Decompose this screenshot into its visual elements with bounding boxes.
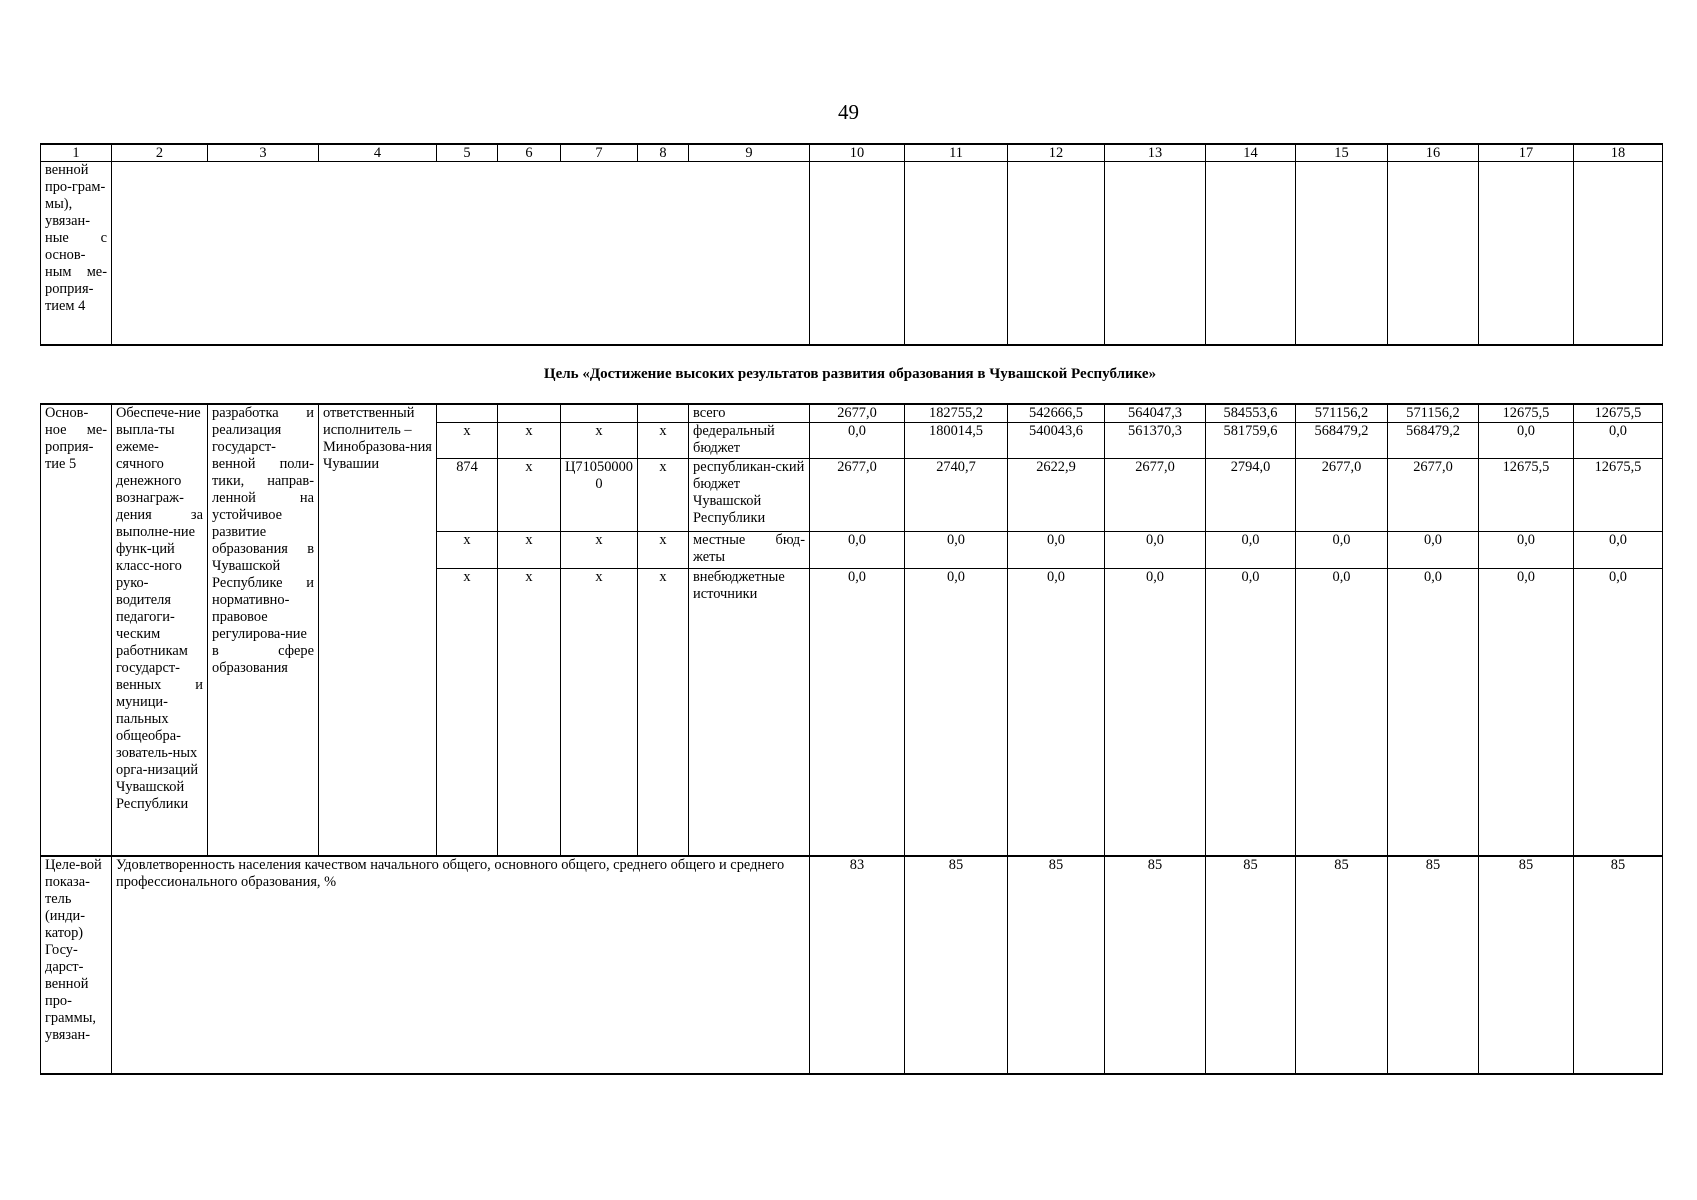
value-cell: 0,0 (1479, 569, 1574, 856)
empty-cell (1479, 162, 1574, 345)
code-cell: x (498, 569, 561, 856)
funding-source: всего (689, 404, 810, 423)
column-number: 18 (1574, 144, 1663, 162)
value-cell: 0,0 (810, 423, 905, 459)
indicator-value: 83 (810, 856, 905, 1074)
column-number: 1 (41, 144, 112, 162)
value-cell: 2622,9 (1008, 459, 1105, 532)
column-number: 6 (498, 144, 561, 162)
value-cell: 0,0 (1479, 423, 1574, 459)
value-cell: 2677,0 (810, 404, 905, 423)
code-cell: x (561, 532, 638, 569)
value-cell: 0,0 (1105, 569, 1206, 856)
funding-source: местные бюд-жеты (689, 532, 810, 569)
value-cell: 568479,2 (1388, 423, 1479, 459)
code-cell: x (638, 459, 689, 532)
value-cell: 0,0 (1008, 569, 1105, 856)
empty-cell (905, 162, 1008, 345)
funding-source: республикан-ский бюджет Чувашской Республики (689, 459, 810, 532)
activity-label: Основ-ное ме-роприя-тие 5 (41, 404, 112, 856)
activity-description: разработка и реализация государст-венной поли-тики, направ-ленной на устойчивое развитие образования в Чувашской Республике и нормативно-правовое регулирова-ние в сфере образования (208, 404, 319, 856)
value-cell: 571156,2 (1388, 404, 1479, 423)
code-cell (561, 404, 638, 423)
code-cell: 874 (437, 459, 498, 532)
indicator-description: Удовлетворенность населения качеством начального общего, основного общего, среднего общего и среднего профессионального образования, % (112, 856, 810, 1074)
value-cell: 2677,0 (1388, 459, 1479, 532)
continuation-empty (112, 162, 810, 345)
code-cell: x (638, 423, 689, 459)
value-cell: 0,0 (1008, 532, 1105, 569)
indicator-value: 85 (1008, 856, 1105, 1074)
value-cell: 0,0 (1105, 532, 1206, 569)
code-cell: x (437, 569, 498, 856)
code-cell: x (498, 423, 561, 459)
value-cell: 0,0 (1296, 569, 1388, 856)
value-cell: 0,0 (1574, 423, 1663, 459)
value-cell: 0,0 (1388, 532, 1479, 569)
value-cell: 0,0 (1296, 532, 1388, 569)
value-cell: 0,0 (1574, 532, 1663, 569)
value-cell: 0,0 (1479, 532, 1574, 569)
indicator-value: 85 (1574, 856, 1663, 1074)
value-cell: 561370,3 (1105, 423, 1206, 459)
indicator-label: Целе-вой показа-тель (инди-катор) Госу-дарст-венной про-граммы, увязан- (41, 856, 112, 1074)
funding-source: федеральный бюджет (689, 423, 810, 459)
value-cell: 0,0 (1388, 569, 1479, 856)
value-cell: 2740,7 (905, 459, 1008, 532)
table-row (41, 404, 1663, 423)
funding-source: внебюджетные источники (689, 569, 810, 856)
column-number: 10 (810, 144, 905, 162)
indicator-value: 85 (1296, 856, 1388, 1074)
activity-executor: ответственный исполнитель – Минобразова-ния Чувашии (319, 404, 437, 856)
column-number: 16 (1388, 144, 1479, 162)
column-number: 4 (319, 144, 437, 162)
value-cell: 564047,3 (1105, 404, 1206, 423)
value-cell: 0,0 (905, 569, 1008, 856)
column-number: 13 (1105, 144, 1206, 162)
code-cell: Ц710500000 (561, 459, 638, 532)
code-cell: x (437, 532, 498, 569)
value-cell: 0,0 (905, 532, 1008, 569)
column-number: 2 (112, 144, 208, 162)
empty-cell (1574, 162, 1663, 345)
column-number: 3 (208, 144, 319, 162)
value-cell: 584553,6 (1206, 404, 1296, 423)
value-cell: 571156,2 (1296, 404, 1388, 423)
goal-title: Цель «Достижение высоких результатов развития образования в Чувашской Республике» (543, 366, 1157, 382)
empty-cell (1105, 162, 1206, 345)
indicator-value: 85 (905, 856, 1008, 1074)
activity-name: Обеспече-ние выпла-ты ежеме-сячного денежного вознаграж-дения за выполне-ние функ-ций класс-ного руко-водителя педагоги-ческим работникам государст-венных и муници-пальных общеобра-зователь-ных орга-низаций Чувашской Республики (112, 404, 208, 856)
column-number: 14 (1206, 144, 1296, 162)
table-lower (40, 403, 1663, 1075)
indicator-value: 85 (1479, 856, 1574, 1074)
code-cell: x (561, 423, 638, 459)
indicator-row (41, 856, 1663, 1074)
column-number: 7 (561, 144, 638, 162)
empty-cell (810, 162, 905, 345)
table-upper (40, 143, 1663, 346)
value-cell: 542666,5 (1008, 404, 1105, 423)
page-number: 49 (838, 100, 859, 124)
value-cell: 540043,6 (1008, 423, 1105, 459)
column-number: 15 (1296, 144, 1388, 162)
indicator-value: 85 (1206, 856, 1296, 1074)
column-number: 8 (638, 144, 689, 162)
value-cell: 0,0 (810, 569, 905, 856)
value-cell: 581759,6 (1206, 423, 1296, 459)
code-cell: x (498, 532, 561, 569)
code-cell: x (498, 459, 561, 532)
value-cell: 0,0 (1574, 569, 1663, 856)
code-cell (498, 404, 561, 423)
value-cell: 0,0 (1206, 532, 1296, 569)
column-number: 11 (905, 144, 1008, 162)
value-cell: 568479,2 (1296, 423, 1388, 459)
value-cell: 12675,5 (1479, 404, 1574, 423)
code-cell: x (638, 569, 689, 856)
code-cell (638, 404, 689, 423)
code-cell: x (561, 569, 638, 856)
column-number: 9 (689, 144, 810, 162)
continuation-row (41, 162, 1663, 345)
code-cell (437, 404, 498, 423)
code-cell: x (638, 532, 689, 569)
indicator-value: 85 (1388, 856, 1479, 1074)
value-cell: 0,0 (810, 532, 905, 569)
continuation-label: венной про-грам-мы), увязан-ные с основ-ным ме-роприя-тием 4 (41, 162, 112, 345)
empty-cell (1008, 162, 1105, 345)
value-cell: 182755,2 (905, 404, 1008, 423)
value-cell: 12675,5 (1574, 404, 1663, 423)
column-number: 17 (1479, 144, 1574, 162)
empty-cell (1388, 162, 1479, 345)
column-number: 5 (437, 144, 498, 162)
column-number-row (41, 144, 1663, 162)
value-cell: 0,0 (1206, 569, 1296, 856)
column-number: 12 (1008, 144, 1105, 162)
code-cell: x (437, 423, 498, 459)
value-cell: 180014,5 (905, 423, 1008, 459)
value-cell: 12675,5 (1574, 459, 1663, 532)
value-cell: 2677,0 (1296, 459, 1388, 532)
value-cell: 12675,5 (1479, 459, 1574, 532)
empty-cell (1296, 162, 1388, 345)
empty-cell (1206, 162, 1296, 345)
value-cell: 2794,0 (1206, 459, 1296, 532)
value-cell: 2677,0 (810, 459, 905, 532)
indicator-value: 85 (1105, 856, 1206, 1074)
value-cell: 2677,0 (1105, 459, 1206, 532)
